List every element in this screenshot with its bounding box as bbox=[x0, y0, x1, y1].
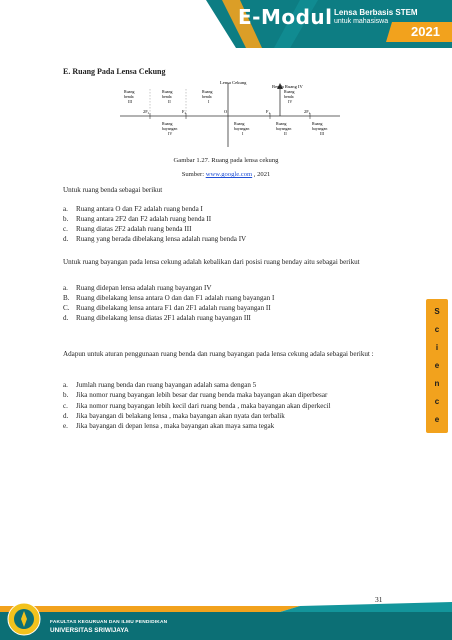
label-benda-2-line2: benda bbox=[162, 94, 172, 99]
label-bayangan-1-line2: bayangan bbox=[234, 126, 250, 131]
label-bayangan-3-line1: Ruang bbox=[312, 121, 323, 126]
list-item-text: Jika bayangan di depan lensa , maka bayangan akan maya sama tegak bbox=[76, 422, 275, 430]
lens-label: Lensa Cekung bbox=[220, 80, 247, 85]
list-marker: b. bbox=[63, 391, 69, 399]
list-marker: C. bbox=[63, 304, 70, 312]
list-item bbox=[63, 214, 388, 224]
list-ruang-bayangan bbox=[63, 283, 388, 323]
list-item-text: Ruang didepan lensa adalah ruang bayangan IV bbox=[76, 284, 212, 292]
module-subtitle: Lensa Berbasis STEM bbox=[334, 8, 418, 17]
list-item bbox=[63, 224, 388, 234]
list-item bbox=[63, 313, 388, 323]
list-item-text: Ruang yang berada dibelakang lensa adalah ruang benda IV bbox=[76, 235, 247, 243]
list-item-text: Ruang dibelakang lensa diatas 2F1 adalah ruang bayangan III bbox=[76, 314, 251, 322]
axis-label-2f1: 2F₁ bbox=[304, 109, 311, 114]
list-item-text: Ruang diatas 2F2 adalah ruang benda III bbox=[76, 225, 192, 233]
label-benda-1-line2: benda bbox=[202, 94, 212, 99]
lens-space-figure bbox=[120, 79, 340, 151]
list-marker: d. bbox=[63, 235, 69, 243]
list-ruang-benda bbox=[63, 204, 388, 244]
label-bayangan-3-line2: bayangan bbox=[312, 126, 328, 131]
list-item bbox=[63, 421, 388, 431]
axis-label-o: O bbox=[224, 109, 228, 114]
list-item-text: Ruang dibelakang lensa antara O dan dan F1 adalah ruang bayangan I bbox=[76, 294, 275, 302]
label-benda-1-line3: I bbox=[208, 99, 210, 104]
label-benda-1-line1: Ruang bbox=[202, 89, 213, 94]
list-marker: a. bbox=[63, 381, 68, 389]
sidetab-letter: e bbox=[434, 415, 440, 424]
sidetab-letter: c bbox=[434, 325, 440, 334]
intro-ruang-benda: Untuk ruang benda sebagai berikut bbox=[63, 186, 163, 194]
sidetab-letter: e bbox=[434, 361, 440, 370]
label-benda-3-line3: III bbox=[128, 99, 132, 104]
label-bayangan-3-line3: III bbox=[320, 131, 324, 136]
sidetab-letter: S bbox=[434, 307, 440, 316]
source-prefix: Sumber: bbox=[181, 171, 206, 178]
sidetab-letter: c bbox=[434, 397, 440, 406]
label-benda-4-line3: IV bbox=[288, 99, 293, 104]
list-item bbox=[63, 391, 388, 401]
intro-aturan: Adapun untuk aturan penggunaan ruang benda dan ruang bayangan pada lensa cekung adala sebagai berikut : bbox=[63, 350, 374, 358]
list-item bbox=[63, 303, 388, 313]
object-label: Benda Ruang IV bbox=[272, 84, 303, 89]
list-item bbox=[63, 283, 388, 293]
figure-caption: Gambar 1.27. Ruang pada lensa cekung bbox=[173, 157, 279, 164]
section-title: E. Ruang Pada Lensa Cekung bbox=[63, 67, 166, 76]
list-item-text: Jika bayangan di belakang lensa , maka bayangan akan nyata dan terbalik bbox=[76, 412, 285, 420]
label-bayangan-4-line3: IV bbox=[168, 131, 173, 136]
list-aturan bbox=[63, 380, 388, 431]
module-audience: untuk mahasiswa bbox=[334, 18, 389, 25]
list-item-text: Ruang antara O dan F2 adalah ruang benda I bbox=[76, 205, 203, 213]
list-item bbox=[63, 411, 388, 421]
list-item-text: Jika nomor ruang bayangan lebih besar dar ruang benda maka bayangan akan diperbesar bbox=[76, 391, 328, 399]
list-item-text: Jika nomor ruang bayangan lebih kecil dari ruang benda , maka bayangan akan diperkecil bbox=[76, 401, 331, 410]
list-item-text: Ruang antara 2F2 dan F2 adalah ruang benda II bbox=[76, 215, 212, 223]
sidetab-letter: i bbox=[435, 343, 439, 352]
list-item bbox=[63, 204, 388, 214]
list-marker: d. bbox=[63, 314, 69, 322]
list-item bbox=[63, 293, 388, 303]
list-item bbox=[63, 402, 388, 412]
list-marker: c. bbox=[63, 225, 68, 233]
module-year: 2021 bbox=[411, 24, 440, 39]
list-item bbox=[63, 380, 388, 390]
university-logo bbox=[5, 600, 43, 638]
list-marker: b. bbox=[63, 215, 69, 223]
axis-label-2f2: 2F₂ bbox=[143, 109, 150, 114]
label-bayangan-2-line3: II bbox=[284, 131, 287, 136]
label-bayangan-1-line3: I bbox=[242, 131, 244, 136]
source-suffix: , 2021 bbox=[252, 171, 271, 178]
list-marker: d. bbox=[63, 412, 69, 420]
intro-ruang-bayangan: Untuk ruang bayangan pada lensa cekung adalah kebalikan dari posisi ruang benday aitu sebagai berikut bbox=[63, 258, 360, 266]
label-bayangan-2-line1: Ruang bbox=[276, 121, 287, 126]
label-bayangan-1-line1: Ruang bbox=[234, 121, 245, 126]
source-link[interactable]: www.google.com bbox=[205, 171, 253, 178]
science-side-tab bbox=[426, 299, 448, 433]
list-item-text: Jumlah ruang benda dan ruang bayangan adalah sama dengan 5 bbox=[76, 381, 257, 389]
university-name: UNIVERSITAS SRIWIJAYA bbox=[50, 627, 129, 634]
list-marker: a. bbox=[63, 284, 68, 292]
sidetab-letter: n bbox=[434, 379, 440, 388]
label-benda-2-line3: II bbox=[168, 99, 171, 104]
faculty-name: FAKULTAS KEGURUAN DAN ILMU PENDIDIKAN bbox=[50, 620, 168, 625]
list-item bbox=[63, 234, 388, 244]
list-item-text: Ruang dibelakang lensa antara F1 dan 2F1 adalah ruang bayangan II bbox=[76, 304, 271, 312]
axis-label-f2: F₂ bbox=[182, 109, 186, 114]
label-benda-2-line1: Ruang bbox=[162, 89, 173, 94]
axis-label-f1: F₁ bbox=[266, 109, 270, 114]
label-bayangan-2-line2: bayangan bbox=[276, 126, 292, 131]
label-benda-4-line1: Ruang bbox=[284, 89, 295, 94]
module-title: E-Modul bbox=[238, 5, 333, 29]
list-marker: e. bbox=[63, 422, 68, 430]
label-benda-3-line1: Ruang bbox=[124, 89, 135, 94]
figure-source bbox=[0, 171, 452, 178]
list-marker: B. bbox=[63, 294, 70, 302]
page-number: 31 bbox=[375, 595, 383, 604]
label-bayangan-4-line1: Ruang bbox=[162, 121, 173, 126]
page-header bbox=[0, 0, 452, 48]
label-benda-3-line2: benda bbox=[124, 94, 134, 99]
list-marker: a. bbox=[63, 205, 68, 213]
list-marker: c. bbox=[63, 401, 68, 410]
label-benda-4-line2: benda bbox=[284, 94, 294, 99]
label-bayangan-4-line2: bayangan bbox=[162, 126, 178, 131]
